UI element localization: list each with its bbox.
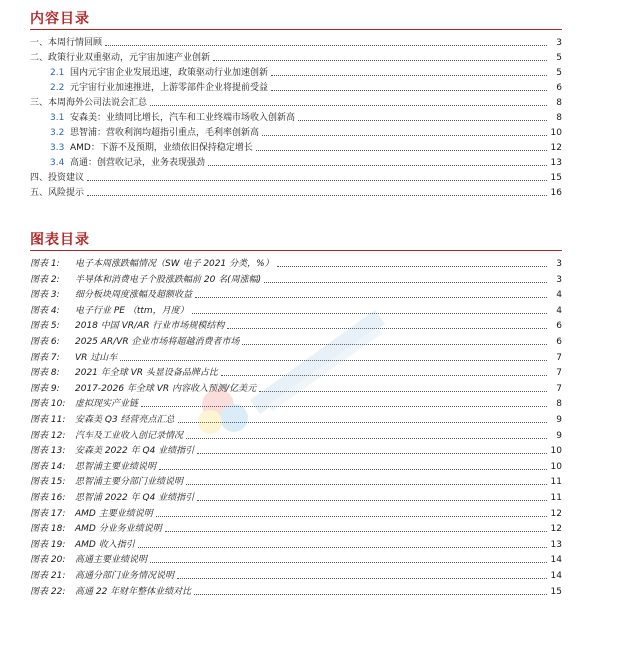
figure-entry[interactable] [30, 255, 562, 270]
dot-leader [271, 90, 547, 91]
figure-entry-title: AMD 分业务业绩说明 [75, 524, 162, 535]
figure-entry-page: 4 [556, 290, 562, 301]
toc-title-rule [30, 29, 562, 30]
toc-entry-number: 一、 [30, 38, 49, 48]
figure-entry-number: 图表 14: [30, 461, 66, 472]
dot-leader [271, 75, 547, 76]
figure-entry[interactable] [30, 427, 562, 442]
figure-entry-page: 6 [556, 321, 562, 332]
dot-leader [87, 195, 547, 196]
toc-entry[interactable] [30, 184, 562, 199]
toc-entry-title: 元宇宙行业加速推进，上游零部件企业将提前受益 [70, 83, 269, 93]
figure-entry-number: 图表 21: [30, 571, 66, 581]
toc-entry-number: 四、 [30, 173, 49, 183]
toc-entry[interactable] [30, 64, 562, 79]
dot-leader [156, 516, 547, 517]
dot-leader [177, 578, 547, 579]
figures-title: 图表目录 [30, 232, 90, 248]
toc-entry[interactable] [30, 94, 562, 109]
toc-entry-page: 8 [556, 113, 562, 123]
figure-entry-page: 12 [550, 524, 562, 535]
figure-entry-number: 图表 19: [30, 539, 66, 550]
toc-entry-number: 3.2 [50, 128, 65, 138]
figure-entry-page: 7 [556, 383, 562, 394]
dot-leader [87, 180, 547, 181]
toc-entry[interactable] [30, 109, 562, 124]
figure-entry-page: 8 [556, 399, 562, 410]
figure-entry-number: 图表 11: [30, 415, 66, 425]
toc-entry-page: 5 [556, 53, 562, 63]
figure-entry[interactable] [30, 271, 562, 286]
dot-leader [178, 422, 547, 423]
figure-entry-page: 10 [550, 461, 562, 472]
toc-entry-title: 投资建议 [48, 173, 85, 183]
toc-entry-number: 3.3 [50, 143, 65, 153]
figure-entry-page: 9 [556, 430, 562, 441]
dot-leader [208, 165, 547, 166]
figure-entry-page: 3 [556, 274, 562, 285]
dot-leader [298, 120, 547, 121]
dot-leader [259, 391, 547, 392]
toc-entry-title: 风险提示 [48, 188, 85, 198]
figure-entry-title: 安森美 2022 年 Q4 业绩指引 [75, 446, 195, 457]
toc-entry[interactable] [30, 49, 562, 64]
figure-entry-title: 2017-2026 年全球 VR 内容收入预测/亿美元 [75, 383, 257, 394]
dot-leader [195, 297, 547, 298]
figure-entry-number: 图表 20: [30, 555, 66, 566]
figure-entry-title: 思智浦主要业绩说明 [75, 461, 157, 472]
figure-entry-title: AMD 收入指引 [75, 539, 135, 550]
figure-entry[interactable] [30, 395, 562, 410]
dot-leader [186, 438, 547, 439]
figure-entry-page: 12 [550, 508, 562, 519]
toc-entry-page: 5 [556, 68, 562, 78]
figure-entry[interactable] [30, 505, 562, 520]
toc-entry-title: AMD：下游不及预期，业绩依旧保持稳定增长 [70, 143, 253, 153]
figure-entry[interactable] [30, 583, 562, 598]
toc-entry-page: 12 [550, 143, 562, 153]
figure-entry-number: 图表 9: [30, 383, 60, 394]
dot-leader [138, 547, 547, 548]
figure-entry[interactable] [30, 489, 562, 504]
figure-entry-title: 思智浦 2022 年 Q4 业绩指引 [75, 493, 195, 503]
figure-entry[interactable] [30, 458, 562, 473]
figure-entry[interactable] [30, 286, 562, 301]
figure-entry-number: 图表 13: [30, 446, 66, 457]
figure-entry-number: 图表 12: [30, 430, 66, 441]
toc-entry-title: 高通：创营收记录，业务表现强劲 [70, 158, 206, 168]
figure-entry[interactable] [30, 520, 562, 535]
dot-leader [186, 484, 547, 485]
dot-leader [120, 360, 547, 361]
figure-entry-number: 图表 5: [30, 321, 60, 332]
figure-entry-number: 图表 2: [30, 274, 60, 285]
dot-leader [264, 282, 547, 283]
toc-entry-page: 15 [550, 173, 562, 183]
figure-entry-number: 图表 22: [30, 586, 66, 597]
dot-leader [150, 562, 547, 563]
toc-entry-number: 三、 [30, 98, 49, 108]
toc-entry-page: 6 [556, 83, 562, 93]
figure-entry-title: 2018 中国 VR/AR 行业市场规模结构 [75, 321, 225, 332]
dot-leader [221, 375, 547, 376]
figure-entry-page: 7 [556, 352, 562, 363]
toc-title: 内容目录 [30, 11, 90, 27]
figure-entry-number: 图表 6: [30, 337, 60, 347]
toc-entry-title: 本周海外公司法说会汇总 [48, 98, 148, 108]
dot-leader [194, 594, 547, 595]
figure-entry-page: 6 [556, 337, 562, 347]
figure-entry-page: 14 [550, 555, 562, 566]
figure-entry[interactable] [30, 380, 562, 395]
figure-entry-title: 半导体和消费电子个股涨跌幅前 20 名(周涨幅) [75, 274, 262, 285]
toc-entry[interactable] [30, 79, 562, 94]
figure-entry-title: AMD 主要业绩说明 [75, 508, 153, 519]
figure-entry[interactable] [30, 317, 562, 332]
figure-entry[interactable] [30, 411, 562, 426]
figure-entry-page: 13 [550, 539, 562, 550]
figure-entry-number: 图表 16: [30, 493, 66, 503]
figure-entry-page: 11 [550, 493, 562, 503]
figure-entry-number: 图表 3: [30, 290, 60, 301]
toc-entry-page: 10 [550, 128, 562, 138]
figure-entry-title: 高通分部门业务情况说明 [75, 571, 175, 581]
figure-entry-page: 11 [550, 477, 562, 488]
figure-entry-number: 图表 10: [30, 399, 66, 410]
figure-entry-page: 3 [556, 259, 562, 269]
figure-entry[interactable] [30, 442, 562, 457]
figure-entry-page: 14 [550, 571, 562, 581]
dot-leader [141, 406, 547, 407]
figure-entry-number: 图表 4: [30, 305, 60, 316]
toc-entry-title: 安森美：业绩同比增长，汽车和工业终端市场收入创新高 [70, 113, 296, 123]
dot-leader [159, 469, 547, 470]
figure-entry-number: 图表 18: [30, 524, 66, 535]
dot-leader [105, 45, 547, 46]
toc-entry[interactable] [30, 169, 562, 184]
figure-entry-title: 思智浦主要分部门业绩说明 [75, 477, 184, 488]
toc-entry-number: 五、 [30, 188, 49, 198]
figure-entry-page: 4 [556, 305, 562, 316]
toc-entry-title: 政策行业双重驱动，元宇宙加速产业创新 [48, 53, 211, 63]
dot-leader [227, 328, 547, 329]
figure-entry-title: 电子行业 PE （ttm，月度） [75, 305, 189, 316]
dot-leader [165, 531, 547, 532]
dot-leader [256, 150, 547, 151]
dot-leader [262, 135, 547, 136]
figure-entry-title: 细分板块周度涨幅及超额收益 [75, 290, 193, 301]
figure-entry-title: 高通 22 年财年整体业绩对比 [75, 586, 192, 597]
figure-entry-title: 高通主要业绩说明 [75, 555, 148, 566]
figure-entry-number: 图表 1: [30, 259, 60, 269]
figure-entry-number: 图表 15: [30, 477, 66, 488]
figure-entry-title: VR 过山车 [75, 352, 118, 363]
figure-entry-title: 汽车及工业收入创记录情况 [75, 430, 184, 441]
dot-leader [242, 344, 547, 345]
figure-entry[interactable] [30, 364, 562, 379]
figure-entry-title: 虚拟现实产业链 [75, 399, 139, 410]
figure-entry-page: 15 [550, 586, 562, 597]
figure-entry-page: 10 [550, 446, 562, 457]
figure-entry[interactable] [30, 333, 562, 348]
toc-entry-title: 思智浦：营收利润均超指引重点，毛利率创新高 [70, 128, 260, 138]
figure-entry-number: 图表 8: [30, 368, 60, 379]
dot-leader [197, 500, 547, 501]
toc-entry-number: 2.2 [50, 83, 65, 93]
toc-entry[interactable] [30, 139, 562, 154]
toc-entry-number: 3.4 [50, 158, 65, 168]
toc-entry[interactable] [30, 154, 562, 169]
dot-leader [197, 453, 547, 454]
figure-entry-page: 9 [556, 415, 562, 425]
toc-entry[interactable] [30, 34, 562, 49]
figure-entry[interactable] [30, 536, 562, 551]
toc-entry-number: 二、 [30, 53, 49, 63]
toc-entry-page: 16 [550, 188, 562, 198]
figure-entry-title: 安森美 Q3 经营亮点汇总 [75, 415, 175, 425]
figure-entry-number: 图表 7: [30, 352, 60, 363]
toc-entry-page: 13 [550, 158, 562, 168]
toc-entry-number: 3.1 [50, 113, 65, 123]
figure-entry-page: 7 [556, 368, 562, 379]
figure-entry[interactable] [30, 567, 562, 582]
figure-entry[interactable] [30, 302, 562, 317]
dot-leader [277, 266, 547, 267]
dot-leader [192, 313, 547, 314]
toc-entry-title: 国内元宇宙企业发展迅速，政策驱动行业加速创新 [70, 68, 269, 78]
toc-entry[interactable] [30, 124, 562, 139]
figure-entry[interactable] [30, 349, 562, 364]
figure-entry[interactable] [30, 473, 562, 488]
dot-leader [150, 105, 547, 106]
toc-entry-title: 本周行情回顾 [48, 38, 103, 48]
figure-entry[interactable] [30, 551, 562, 566]
figure-entry-title: 电子本周涨跌幅情况（SW 电子 2021 分类，%） [75, 259, 274, 269]
dot-leader [213, 60, 547, 61]
toc-entry-number: 2.1 [50, 68, 65, 78]
figure-entry-title: 2025 AR/VR 企业市场将超越消费者市场 [75, 337, 240, 347]
toc-entry-page: 3 [556, 38, 562, 48]
toc-entry-page: 8 [556, 98, 562, 108]
figure-entry-number: 图表 17: [30, 508, 66, 519]
figure-entry-title: 2021 年全球 VR 头显设备品牌占比 [75, 368, 218, 379]
figures-title-rule [30, 250, 562, 251]
